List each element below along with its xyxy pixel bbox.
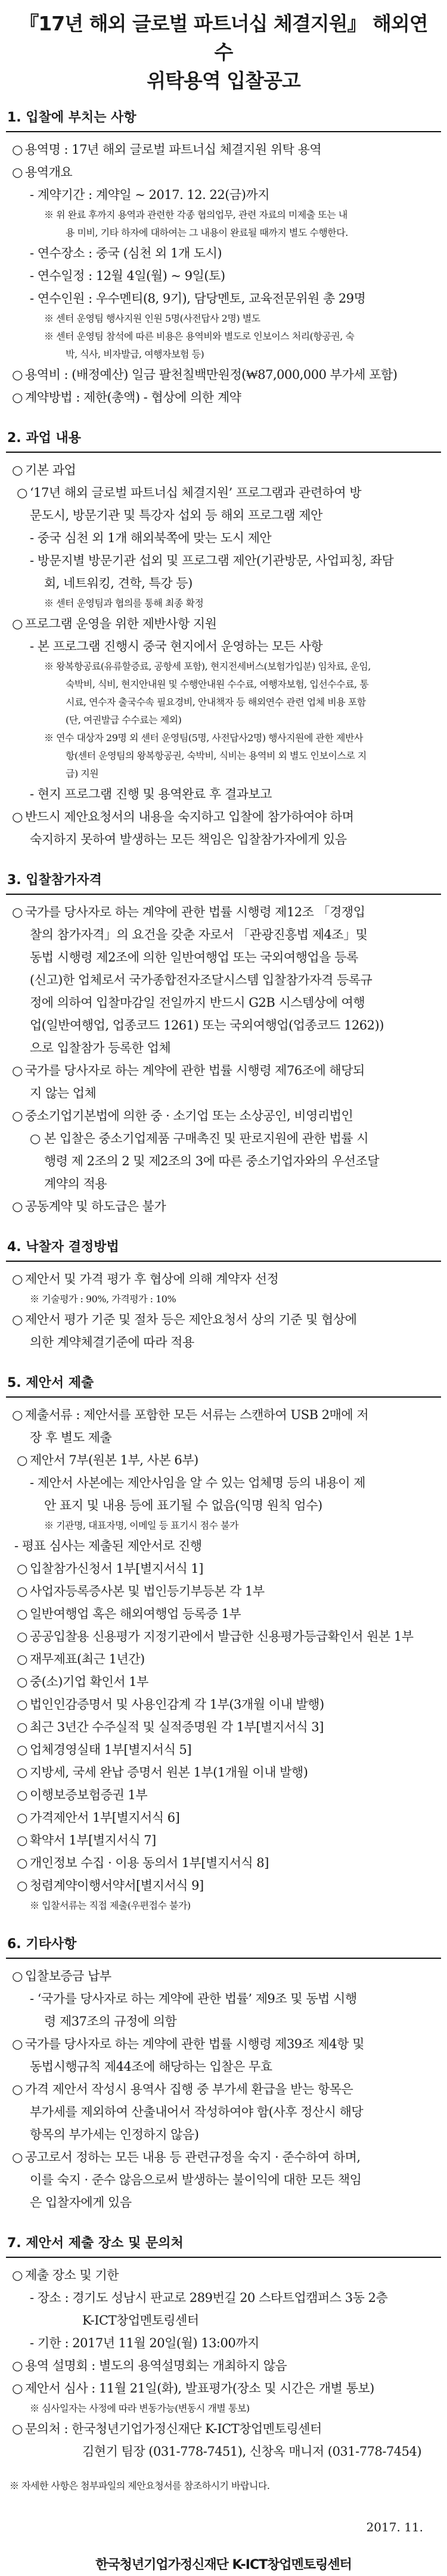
note-line (6, 676, 441, 693)
text-line (6, 2332, 441, 2354)
line-text: 문의처 : 한국청년기업가정신재단 K-ICT창업멘토링센터 (25, 2422, 322, 2436)
line-text: 국가를 당사자로 하는 계약에 관한 법률 시행령 제76조에 해당되 (25, 1063, 365, 1078)
bullet-marker: ○ (17, 1629, 27, 1644)
line-text: 행령 제 2조의 2 및 제2조의 3에 따른 중소기업자와의 우선조달 (44, 1154, 380, 1168)
line-text: 일반여행업 혹은 해외여행업 등록증 1부 (30, 1607, 241, 1621)
line-text: 장 후 별도 제출 (30, 1430, 112, 1445)
text-line (6, 1557, 441, 1580)
line-text: 문도시, 방문기관 및 특강자 섭외 등 해외 프로그램 제안 (30, 508, 322, 522)
line-text: (단, 여권발급 수수료는 제외) (66, 714, 182, 726)
line-text: - ‘국가를 당사자로 하는 계약에 관한 법률’ 제9조 및 동법 시행 (30, 1992, 357, 2006)
text-line (6, 2146, 441, 2169)
line-text: - 본 프로그램 진행시 중국 현지에서 운영하는 모든 사항 (30, 639, 323, 654)
line-text: 가격제안서 1부[별지서식 6] (30, 1810, 180, 1825)
text-line (6, 901, 441, 923)
section-2 (6, 429, 441, 851)
bullet-marker: ○ (17, 1675, 27, 1689)
section-heading: 5. 제안서 제출 (6, 1374, 441, 1398)
section-gap (0, 2214, 447, 2234)
bullet-marker: ○ (17, 1720, 27, 1734)
text-line (6, 138, 441, 161)
line-text: 지 않는 업체 (30, 1086, 97, 1100)
bullet-marker: ○ (17, 1878, 27, 1893)
text-line (6, 2033, 441, 2055)
text-line (6, 161, 441, 183)
section-gap (0, 851, 447, 871)
text-line (6, 1625, 441, 1648)
text-line (6, 242, 441, 265)
line-text: 공동계약 및 하도급은 불가 (25, 1199, 166, 1214)
line-text: - 중국 심천 외 1개 해외북쪽에 맞는 도시 제안 (30, 531, 272, 545)
text-line (6, 2169, 441, 2191)
line-text: 재무제표(최근 1년간) (30, 1652, 145, 1666)
line-text: ※ 심사일자는 사정에 따라 변동가능(변동시 개별 통보) (30, 2403, 250, 2414)
line-text: 시료, 연수자 출국수속 필요경비, 안내책자 등 해외연수 관련 업체 비용 포함 (66, 696, 366, 708)
bullet-marker: ○ (12, 2150, 23, 2164)
text-line (6, 1404, 441, 1426)
line-text: 항목의 부가세는 인정하지 않음) (30, 2127, 199, 2142)
line-text: 가격 제안서 작성시 용역사 집행 중 부가세 환급을 받는 항목은 (25, 2082, 353, 2096)
bullet-marker: ○ (12, 2082, 23, 2096)
bullet-marker: ○ (17, 1453, 27, 1467)
text-line (6, 2354, 441, 2377)
bullet-marker: ○ (17, 1765, 27, 1779)
bullet-marker: ○ (12, 1272, 23, 1286)
text-line (6, 265, 441, 287)
bullet-marker: ○ (17, 1561, 27, 1576)
line-text: 회, 네트워킹, 견학, 특강 등) (44, 576, 193, 590)
line-text: ※ 입찰서류는 직접 제출(우편접수 불가) (30, 1900, 191, 1911)
line-text: 프로그램 운영을 위한 제반사항 지원 (25, 617, 217, 631)
text-line (6, 828, 441, 851)
line-text: 의한 계약체결기준에 따라 적용 (30, 1335, 194, 1349)
note-line (6, 1897, 441, 1915)
bullet-marker: ○ (12, 463, 23, 477)
line-text: ※ 센터 운영팀과 협의를 통해 최종 확정 (44, 598, 204, 609)
text-line (6, 1648, 441, 1670)
line-text: 숙지하지 못하여 발생하는 모든 책임은 입찰참가자에게 있음 (30, 832, 347, 847)
line-text: 사업자등록증사본 및 법인등기부등본 각 1부 (30, 1584, 265, 1598)
page-title (12, 10, 435, 95)
line-text: 이를 숙지 · 준수 않음으로써 발생하는 불이익에 대한 모든 책임 (30, 2173, 362, 2187)
text-line (6, 1172, 441, 1195)
bullet-marker: ○ (12, 2381, 23, 2395)
line-text: ※ 센터 운영팀 참석에 따른 비용은 용역비와 별도로 인보이스 처리(항공권, 숙 (44, 331, 355, 342)
note-line (6, 729, 441, 747)
text-line (6, 1014, 441, 1037)
text-line (6, 2055, 441, 2078)
line-text: 입찰참가신청서 1부[별지서식 1] (30, 1561, 203, 1576)
text-line (6, 2309, 441, 2332)
section-gap (0, 95, 447, 108)
line-text: 반드시 제안요청서의 내용을 숙지하고 입찰에 참가하여야 하며 (25, 810, 354, 824)
bullet-marker: ○ (12, 617, 23, 631)
line-text: 용역명 : 17년 해외 글로벌 파트너십 체결지원 위탁 용역 (25, 142, 322, 157)
text-line (6, 1150, 441, 1172)
line-text: ※ 기관명, 대표자명, 이메일 등 표기시 점수 불가 (44, 1520, 238, 1531)
note-line (6, 346, 441, 363)
text-line (6, 1127, 441, 1150)
line-text: 용역비 : (배정예산) 일금 팔천칠백만원정(₩87,000,000 부가세 포함) (25, 368, 398, 382)
section-heading: 4. 낙찰자 결정방법 (6, 1238, 441, 1262)
text-line (6, 991, 441, 1014)
line-text: 이행보증보험증권 1부 (30, 1788, 148, 1802)
section-heading: 6. 기타사항 (6, 1935, 441, 1959)
text-line (6, 1852, 441, 1874)
text-line (6, 1738, 441, 1761)
note-line (6, 658, 441, 676)
bullet-marker: ○ (17, 1607, 27, 1621)
section-gap (0, 1354, 447, 1374)
section-5 (6, 1374, 441, 1915)
line-text: 개인정보 수집 · 이용 동의서 1부[별지서식 8] (30, 1856, 269, 1870)
line-text: ※ 센터 운영팀 행사지원 인원 5명(사전답사 2명) 별도 (44, 313, 260, 324)
note-line (6, 328, 441, 346)
section-gap (0, 1915, 447, 1935)
line-text: - 현지 프로그램 진행 및 용역완료 후 결과보고 (30, 787, 272, 801)
line-text: - 연수장소 : 중국 (심천 외 1개 도시) (30, 246, 222, 260)
text-line (6, 1874, 441, 1897)
text-line (6, 2440, 441, 2463)
bullet-marker: ○ (12, 2268, 23, 2282)
line-text: 으로 입찰참가 등록한 업체 (30, 1041, 171, 1055)
note-line (6, 310, 441, 328)
text-line (6, 635, 441, 658)
section-heading: 7. 제안서 제출 장소 및 문의처 (6, 2234, 441, 2258)
line-text: - 제안서 사본에는 제안사임을 알 수 있는 업체명 등의 내용이 제 (30, 1476, 365, 1490)
text-line (6, 783, 441, 805)
text-line (6, 2123, 441, 2146)
bullet-marker: ○ (12, 2359, 23, 2373)
section-gap (0, 1218, 447, 1238)
line-text: 숙박비, 식비, 현지안내원 및 수행안내원 수수료, 여행자보험, 입선수수료, 통 (66, 679, 369, 690)
text-line (6, 1105, 441, 1127)
line-text: 부가세를 제외하여 산출내어서 작성하여야 함(사후 정산시 해당 (30, 2105, 364, 2119)
line-text: 김현기 팀장 (031-778-7451), 신창옥 매니저 (031-778-7454) (82, 2444, 422, 2459)
text-line (6, 527, 441, 549)
text-line (6, 1761, 441, 1784)
text-line (6, 287, 441, 310)
text-line (6, 1195, 441, 1218)
text-line (6, 2010, 441, 2033)
line-text: 업체경영실태 1부[별지서식 5] (30, 1743, 192, 1757)
bullet-marker: ○ (12, 1199, 23, 1214)
line-text: 법인인감증명서 및 사용인감계 각 1부(3개월 이내 발행) (30, 1697, 324, 1712)
bullet-marker: ○ (12, 1969, 23, 1983)
line-text: - 방문지별 방문기관 섭외 및 프로그램 제안(기관방문, 사업피칭, 좌담 (30, 553, 394, 568)
line-text: 공고로서 정하는 모든 내용 등 관련규정을 숙지 · 준수하여 하며, (25, 2150, 361, 2164)
line-text: 중소기업기본법에 의한 중 · 소기업 또는 소상공인, 비영리법인 (25, 1109, 353, 1123)
line-text: 기본 과업 (25, 463, 76, 477)
line-text: 업(일반여행업, 업종코드 1261) 또는 국외여행업(업종코드 1262)) (30, 1018, 384, 1032)
bullet-marker: ○ (17, 1584, 27, 1598)
text-line (6, 1037, 441, 1059)
bullet-marker: ○ (17, 1788, 27, 1802)
section-7 (6, 2234, 441, 2463)
text-line (6, 1965, 441, 1987)
section-1 (6, 108, 441, 409)
line-text: ※ 위 완료 후까지 용역과 관련한 각종 협의업무, 관련 자료의 미제출 또는 내 (44, 209, 347, 220)
text-line (6, 481, 441, 504)
text-line (6, 2264, 441, 2286)
line-text: 공공입찰용 신용평가 지정기관에서 발급한 신용평가등급확인서 원본 1부 (30, 1629, 414, 1644)
line-text: 제안서 평가 기준 및 절차 등은 제안요청서 상의 기준 및 협상에 (25, 1312, 357, 1327)
line-text: 제안서 7부(원본 1부, 사본 6부) (30, 1453, 198, 1467)
text-line (6, 969, 441, 991)
text-line (6, 183, 441, 206)
line-text: 용 미비, 기타 하자에 대하여는 그 내용이 완료될 때까지 별도 수행한다. (66, 227, 348, 238)
bullet-marker: ○ (17, 1743, 27, 1757)
line-text: 령 제37조의 규정에 의함 (44, 2014, 177, 2029)
section-heading: 2. 과업 내용 (6, 429, 441, 453)
text-line (6, 2377, 441, 2400)
line-text: 박, 식사, 비자발급, 여행자보험 등) (66, 349, 204, 360)
title-line-1: 『17년 해외 글로벌 파트너십 체결지원』 해외연수 (19, 12, 428, 64)
text-line (6, 504, 441, 527)
line-text: 입찰보증금 납부 (25, 1969, 111, 1983)
text-line (6, 1082, 441, 1105)
line-text: - 평표 심사는 제출된 제안서로 진행 (14, 1539, 202, 1553)
line-text: K-ICT창업멘토링센터 (82, 2313, 199, 2328)
text-line (6, 549, 441, 572)
line-text: 중(소)기업 확인서 1부 (30, 1675, 148, 1689)
text-line (6, 2286, 441, 2309)
line-text: 지방세, 국세 완납 증명서 원본 1부(1개월 이내 발행) (30, 1765, 308, 1779)
text-line (6, 612, 441, 635)
text-line (6, 1535, 441, 1557)
text-line (6, 1716, 441, 1738)
text-line (6, 1331, 441, 1354)
note-line (6, 765, 441, 783)
bullet-marker: ○ (12, 905, 23, 919)
line-text: 계약방법 : 제한(총액) - 협상에 의한 계약 (25, 390, 241, 405)
section-3 (6, 871, 441, 1218)
section-6 (6, 1935, 441, 2214)
bullet-marker: ○ (12, 142, 23, 157)
line-text: - 장소 : 경기도 성남시 판교로 289번길 20 스타트업캠퍼스 3동 2층 (30, 2291, 388, 2305)
footer-date: 2017. 11. (366, 2520, 423, 2534)
line-text: ○ 본 입찰은 중소기업제품 구매촉진 및 판로지원에 관한 법률 시 (30, 1131, 369, 1146)
text-line (6, 1494, 441, 1517)
line-text: 계약의 적용 (44, 1177, 107, 1191)
line-text: 확약서 1부[별지서식 7] (30, 1833, 156, 1847)
section-gap (0, 409, 447, 429)
bullet-marker: ○ (12, 1312, 23, 1327)
attachment-notice: ※ 자세한 사항은 첨부파일의 제안요청서를 참조하시기 바랍니다. (10, 2480, 270, 2491)
text-line (6, 1784, 441, 1806)
line-text: 급) 지원 (66, 768, 99, 779)
line-text: 찰의 참가자격」의 요건을 갖춘 자로서 「관광진흥법 제4조」및 (30, 928, 368, 942)
bullet-marker: ○ (17, 1833, 27, 1847)
line-text: 용역 설명회 : 별도의 용역설명회는 개최하지 않음 (25, 2359, 287, 2373)
bullet-marker: ○ (12, 810, 23, 824)
line-text: 항(센터 운영팀의 왕복항공권, 숙박비, 식비는 용역비 외 별도 인보이스로 지 (66, 750, 367, 761)
bullet-marker: ○ (12, 368, 23, 382)
text-line (6, 386, 441, 409)
line-text: 청렴계약이행서약서[별지서식 9] (30, 1878, 204, 1893)
line-text: ※ 왕복항공료(유류할증료, 공항세 포함), 현지전세버스(보험가입분) 임차료, 운임, (44, 661, 371, 672)
text-line (6, 459, 441, 481)
text-line (6, 1987, 441, 2010)
line-text: 제출서류 : 제안서를 포함한 모든 서류는 스캔하여 USB 2매에 저 (25, 1408, 369, 1422)
text-line (6, 2418, 441, 2440)
line-text: 은 입찰자에게 있음 (30, 2195, 132, 2210)
line-text: - 기한 : 2017년 11월 20일(월) 13:00까지 (30, 2336, 259, 2350)
text-line (6, 1603, 441, 1625)
text-line (6, 2191, 441, 2214)
line-text: ※ 기술평가 : 90%, 가격평가 : 10% (30, 1293, 176, 1305)
text-line (6, 1449, 441, 1471)
text-line (6, 2101, 441, 2123)
bullet-marker: ○ (12, 390, 23, 405)
line-text: 국가를 당사자로 하는 계약에 관한 법률 시행령 제12조 「경쟁입 (25, 905, 365, 919)
text-line (6, 572, 441, 595)
text-line (6, 1268, 441, 1290)
text-line (6, 1806, 441, 1829)
text-line (6, 923, 441, 946)
text-line (6, 805, 441, 828)
bullet-marker: ○ (12, 2037, 23, 2051)
bullet-marker: ○ (12, 1063, 23, 1078)
note-line (6, 747, 441, 765)
line-text: 제출 장소 및 기한 (25, 2268, 119, 2282)
text-line (6, 1059, 441, 1082)
line-text: ‘17년 해외 글로벌 파트너십 체결지원’ 프로그램과 관련하여 방 (30, 486, 362, 500)
line-text: 동법시행규칙 제44조에 해당하는 입찰은 무효 (30, 2059, 272, 2074)
line-text: 제안서 심사 : 11월 21일(화), 발표평가(장소 및 시간은 개별 통보) (25, 2381, 374, 2395)
text-line (6, 1829, 441, 1852)
bullet-marker: ○ (17, 1652, 27, 1666)
bullet-marker: ○ (12, 2422, 23, 2436)
bullet-marker: ○ (17, 1810, 27, 1825)
text-line (6, 1670, 441, 1693)
section-heading: 1. 입찰에 부치는 사항 (6, 108, 441, 132)
line-text: 동법 시행령 제2조에 의한 일반여행업 또는 국외여행업을 등록 (30, 950, 358, 965)
bullet-marker: ○ (12, 1408, 23, 1422)
line-text: - 계약기간 : 계약일 ~ 2017. 12. 22(금)까지 (30, 188, 269, 202)
line-text: 안 표지 및 내용 등에 표기될 수 없음(익명 원칙 엄수) (44, 1498, 322, 1513)
section-4 (6, 1238, 441, 1354)
text-line (6, 363, 441, 386)
text-line (6, 1426, 441, 1449)
note-line (6, 711, 441, 729)
text-line (6, 2078, 441, 2101)
line-text: 국가를 당사자로 하는 계약에 관한 법률 시행령 제39조 제4항 및 (25, 2037, 365, 2051)
line-text: (신고)한 업체로서 국가종합전자조달시스템 입찰참가자격 등록규 (30, 973, 372, 987)
title-line-2: 위탁용역 입찰공고 (147, 69, 300, 92)
bullet-marker: ○ (17, 1856, 27, 1870)
line-text: ※ 연수 대상자 29명 외 센터 운영팀(5명, 사전답사2명) 행사지원에 관한 제반사 (44, 732, 363, 743)
text-line (6, 1308, 441, 1331)
text-line (6, 1693, 441, 1716)
bullet-marker: ○ (17, 486, 27, 500)
bullet-marker: ○ (17, 1697, 27, 1712)
note-line (6, 595, 441, 612)
line-text: 최근 3년간 수주실적 및 실적증명원 각 1부[별지서식 3] (30, 1720, 324, 1734)
text-line (6, 946, 441, 969)
line-text: 제안서 및 가격 평가 후 협상에 의해 계약자 선정 (25, 1272, 279, 1286)
text-line (6, 1580, 441, 1603)
line-text: 정에 의하여 입찰마감일 전일까지 반드시 G2B 시스템상에 여행 (30, 995, 365, 1010)
line-text: 용역개요 (25, 165, 73, 179)
line-text: - 연수인원 : 우수멘티(8, 9기), 담당멘토, 교육전문위원 총 29명 (30, 291, 366, 306)
footer-organization: 한국청년기업가정신재단 K-ICT창업멘토링센터 (95, 2558, 352, 2572)
section-heading: 3. 입찰참가자격 (6, 871, 441, 895)
text-line (6, 1471, 441, 1494)
note-line (6, 693, 441, 711)
bullet-marker: ○ (12, 165, 23, 179)
line-text: - 연수일정 : 12월 4일(월) ~ 9일(토) (30, 269, 225, 283)
note-line (6, 1517, 441, 1535)
note-line (6, 224, 441, 242)
note-line (6, 2400, 441, 2418)
sections-container (0, 95, 447, 2463)
bullet-marker: ○ (12, 1109, 23, 1123)
note-line (6, 206, 441, 224)
note-line (6, 1290, 441, 1308)
